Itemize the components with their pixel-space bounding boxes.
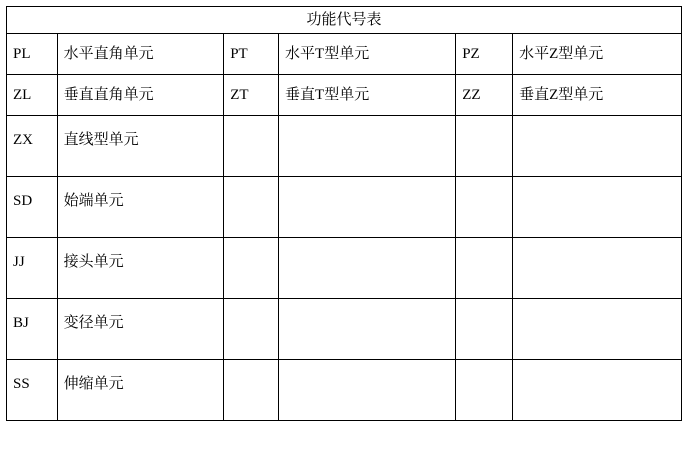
table-row xyxy=(7,238,682,299)
cell-empty xyxy=(279,177,456,238)
cell-text xyxy=(519,255,675,270)
cell-text: 水平T型单元 xyxy=(285,46,370,62)
table-row xyxy=(7,177,682,238)
cell-text xyxy=(519,377,675,392)
cell-text xyxy=(285,377,449,392)
cell-text xyxy=(230,316,272,331)
table-title: 功能代号表 xyxy=(7,7,682,34)
cell-name xyxy=(57,34,224,75)
cell-text xyxy=(519,194,675,209)
cell-empty xyxy=(279,116,456,177)
cell-empty xyxy=(224,116,279,177)
cell-text xyxy=(230,133,272,148)
cell-empty xyxy=(279,299,456,360)
cell-text: 接头单元 xyxy=(63,254,124,270)
cell-text: SD xyxy=(13,193,33,209)
cell-name xyxy=(513,34,682,75)
cell-code xyxy=(7,177,58,238)
table-row xyxy=(7,299,682,360)
cell-empty xyxy=(513,238,682,299)
cell-text: ZT xyxy=(230,87,249,103)
cell-text: BJ xyxy=(13,315,29,331)
cell-empty xyxy=(513,177,682,238)
cell-name xyxy=(513,75,682,116)
cell-code xyxy=(224,34,279,75)
cell-text xyxy=(285,316,449,331)
cell-empty xyxy=(279,360,456,421)
cell-empty xyxy=(513,360,682,421)
cell-code xyxy=(456,75,513,116)
cell-text: ZL xyxy=(13,87,32,103)
cell-code xyxy=(7,34,58,75)
cell-code xyxy=(7,299,58,360)
cell-text: 垂直T型单元 xyxy=(285,87,370,103)
cell-text: 垂直Z型单元 xyxy=(519,87,604,103)
cell-text: 水平直角单元 xyxy=(63,46,154,62)
cell-text xyxy=(230,194,272,209)
cell-text xyxy=(285,133,449,148)
cell-empty xyxy=(513,299,682,360)
cell-text: PZ xyxy=(462,46,480,62)
cell-text: 直线型单元 xyxy=(63,132,139,148)
cell-empty xyxy=(456,177,513,238)
cell-text: 伸缩单元 xyxy=(63,376,124,392)
cell-empty xyxy=(456,116,513,177)
cell-text xyxy=(462,255,506,270)
cell-text xyxy=(519,133,675,148)
cell-text: PT xyxy=(230,46,248,62)
cell-name xyxy=(279,75,456,116)
cell-text xyxy=(285,255,449,270)
cell-text: 始端单元 xyxy=(63,193,124,209)
cell-text xyxy=(230,377,272,392)
cell-text xyxy=(462,316,506,331)
cell-text xyxy=(285,194,449,209)
table-row xyxy=(7,116,682,177)
cell-empty xyxy=(224,238,279,299)
table-row xyxy=(7,360,682,421)
cell-empty xyxy=(224,177,279,238)
cell-empty xyxy=(224,299,279,360)
cell-text: SS xyxy=(13,376,30,392)
cell-text: 水平Z型单元 xyxy=(519,46,604,62)
cell-code xyxy=(224,75,279,116)
cell-code xyxy=(7,75,58,116)
cell-code xyxy=(7,238,58,299)
cell-empty xyxy=(279,238,456,299)
cell-text xyxy=(462,194,506,209)
cell-text xyxy=(230,255,272,270)
cell-text xyxy=(462,133,506,148)
cell-text: 垂直直角单元 xyxy=(63,87,154,103)
cell-text xyxy=(519,316,675,331)
cell-name xyxy=(57,116,224,177)
cell-empty xyxy=(456,360,513,421)
cell-text xyxy=(462,377,506,392)
cell-name xyxy=(57,238,224,299)
cell-empty xyxy=(456,238,513,299)
cell-name xyxy=(279,34,456,75)
cell-text: ZX xyxy=(13,132,33,148)
table-row xyxy=(7,75,682,116)
cell-name xyxy=(57,299,224,360)
cell-name xyxy=(57,360,224,421)
cell-text: ZZ xyxy=(462,87,481,103)
table-row xyxy=(7,34,682,75)
cell-text: JJ xyxy=(13,254,25,270)
cell-text: 变径单元 xyxy=(63,315,124,331)
cell-name xyxy=(57,75,224,116)
cell-code xyxy=(7,116,58,177)
cell-empty xyxy=(456,299,513,360)
cell-name xyxy=(57,177,224,238)
cell-empty xyxy=(224,360,279,421)
table-title-row xyxy=(7,7,682,34)
cell-code xyxy=(456,34,513,75)
cell-code xyxy=(7,360,58,421)
function-code-table xyxy=(6,6,682,421)
cell-empty xyxy=(513,116,682,177)
cell-text: PL xyxy=(13,46,31,62)
